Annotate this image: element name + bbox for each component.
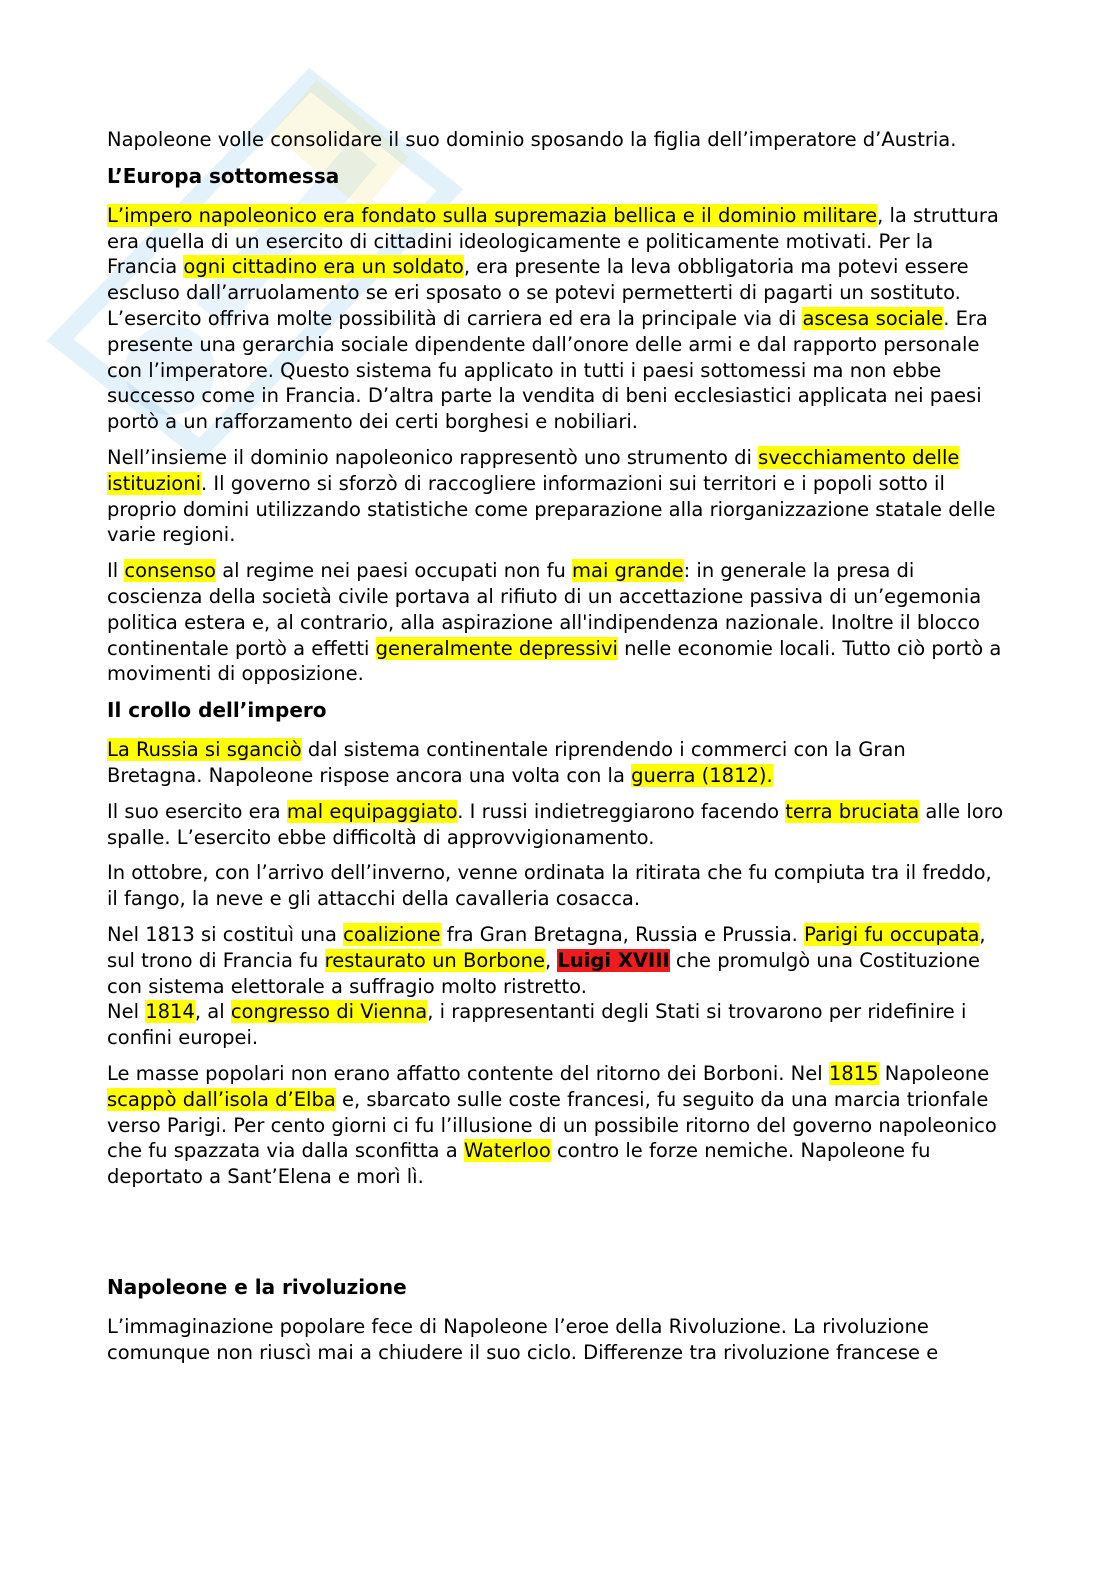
highlight: congresso di Vienna — [230, 1000, 428, 1024]
highlight: terra bruciata — [785, 799, 920, 823]
paragraph: Nel 1813 si costituì una coalizione fra Gran Bretagna, Russia e Prussia. Parigi fu occupata, sul trono di Francia fu restaurato un Borbone, Luigi XVIII che promulgò una Costituzione con sistema elettorale a suffragio molto ristretto. Nel 1814, al congresso di Vienna, i rappresentanti degli Stati si trovarono per ridefinire i confini europei. — [107, 922, 986, 1050]
highlight: L’impero napoleonico era fondato sulla supremazia bellica e il dominio militare — [107, 203, 878, 227]
paragraph: La Russia si sganciò dal sistema continentale riprendendo i commerci con la Gran Bretagna. Napoleone rispose ancora una volta con la guerra (1812). — [107, 738, 906, 787]
paragraph: Le masse popolari non erano affatto contente del ritorno dei Borboni. Nel 1815 Napoleone scappò dall’isola d’Elba e, sbarcato sulle coste francesi, fu seguito da una marcia trionfale verso Parigi. Per cento giorni ci fu l’illusione di un possibile ritorno del governo napoleonico che fu spazzata via dalla sconfitta a Waterloo contro le forze nemiche. Napoleone fu deportato a Sant’Elena e morì lì. — [107, 1061, 997, 1189]
paragraph: Il consenso al regime nei paesi occupati non fu mai grande: in generale la presa di coscienza della società civile portava al rifiuto di un accettazione passiva di un’egemonia politica estera e, al contrario, alla aspirazione all'indipendenza nazionale. Inoltre il blocco continentale portò a effetti generalmente depressivi nelle economie locali. Tutto ciò portò a movimenti di opposizione. — [107, 559, 1002, 686]
highlight: generalmente depressivi — [375, 636, 618, 660]
paragraph: L’immaginazione popolare fece di Napoleone l’eroe della Rivoluzione. La rivoluzione comunque non riuscì mai a chiudere il suo ciclo. Differenze tra rivoluzione francese e — [107, 1314, 939, 1364]
highlight: coalizione — [343, 922, 441, 946]
section-heading: Napoleone e la rivoluzione — [107, 1274, 407, 1299]
highlight: Waterloo — [463, 1139, 551, 1163]
highlight: 1814 — [145, 1000, 195, 1024]
highlight: mal equipaggiato — [286, 799, 458, 823]
highlight: mai grande — [572, 559, 684, 583]
section-heading: L’Europa sottomessa — [107, 163, 340, 188]
blank-space — [107, 1200, 1007, 1270]
highlight: consenso — [124, 559, 216, 583]
highlight: ascesa sociale — [802, 306, 944, 330]
highlight: Parigi fu occupata — [804, 922, 980, 946]
highlight: ogni cittadino era un soldato — [183, 255, 464, 279]
highlight-red: Luigi XVIII — [557, 948, 670, 972]
paragraph: In ottobre, con l’arrivo dell’inverno, venne ordinata la ritirata che fu compiuta tra il freddo, il fango, la neve e gli attacchi della cavalleria cosacca. — [107, 861, 992, 911]
highlight: restaurato un Borbone — [324, 948, 545, 972]
highlight: svecchiamento delle istituzioni — [107, 445, 960, 495]
paragraph: Nell’insieme il dominio napoleonico rappresentò uno strumento di svecchiamento delle istituzioni. Il governo si sforzò di raccogliere informazioni sui territori e i popoli sotto il proprio domini utilizzando statistiche come preparazione alla riorganizzazione statale delle varie regioni. — [107, 445, 996, 547]
highlight: La Russia si sganciò — [107, 738, 302, 762]
paragraph: L’impero napoleonico era fondato sulla supremazia bellica e il dominio militare, la struttura era quella di un esercito di cittadini ideologicamente e politicamente motivati. Per la Francia ogni cittadino era un soldato, era presente la leva obbligatoria ma potevi essere escluso dall’arruolamento se eri sposato o se potevi permetterti di pagarti un sostituto. L’esercito offriva molte possibilità di carriera ed era la principale via di ascesa sociale. Era presente una gerarchia sociale dipendente dall’onore delle armi e dal rapporto personale con l’imperatore. Questo sistema fu applicato in tutti i paesi sottomessi ma non ebbe successo come in Francia. D’altra parte la vendita di beni ecclesiastici applicata nei paesi portò a un rafforzamento dei certi borghesi e nobiliari. — [107, 203, 999, 434]
highlight: guerra (1812). — [631, 763, 773, 787]
highlight: scappò dall’isola d’Elba — [107, 1087, 336, 1111]
paragraph: Napoleone volle consolidare il suo dominio sposando la figlia dell’imperatore d’Austria. — [107, 128, 957, 151]
section-heading: Il crollo dell’impero — [107, 698, 327, 723]
document-page — [107, 127, 1007, 1375]
highlight: 1815 — [828, 1061, 879, 1085]
paragraph: Il suo esercito era mal equipaggiato. I russi indietreggiarono facendo terra bruciata alle loro spalle. L’esercito ebbe difficoltà di approvvigionamento. — [107, 799, 1004, 849]
